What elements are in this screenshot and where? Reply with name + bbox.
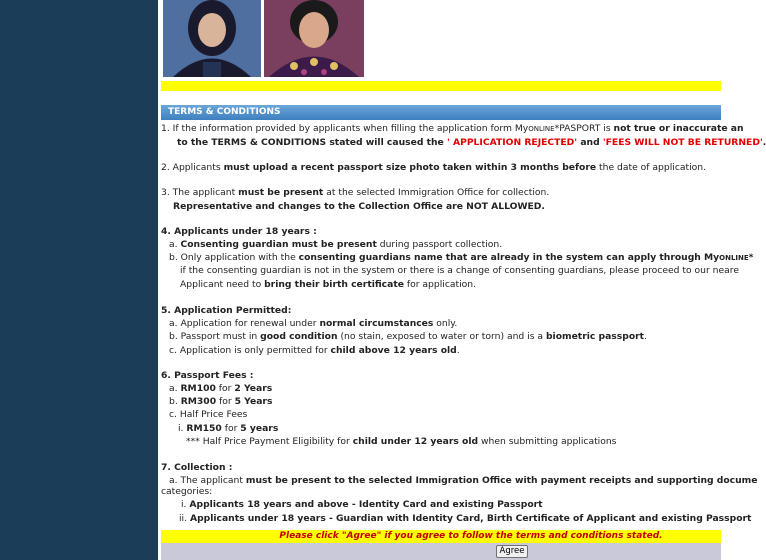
- term-6c-i: [178, 423, 278, 434]
- term-7a-line-1: [169, 475, 757, 486]
- term-1-line-1: [161, 123, 744, 134]
- term-emphasis: not true or inaccurate an: [613, 123, 744, 134]
- term-emphasis: must be present to the selected Immigration Office with payment receipts and supporting docume: [245, 475, 758, 486]
- term-4-title: 4. Applicants under 18 years :: [161, 226, 317, 237]
- term-text: .: [762, 137, 766, 148]
- term-5c: [169, 345, 460, 356]
- term-4b-line-2: if the consenting guardian is not in the system or there is a change of consenting guardians, please proceed to our neare: [180, 265, 740, 276]
- fee-duration: 5 Years: [234, 396, 273, 407]
- brand-text: ONLINE: [719, 254, 749, 262]
- fee-amount: RM150: [186, 423, 222, 434]
- term-text: a. Application for renewal under: [169, 318, 320, 329]
- term-text: a. The applicant: [169, 475, 246, 486]
- fee-duration: 5 years: [240, 423, 279, 434]
- term-text: during passport collection.: [376, 239, 503, 250]
- term-6c: c. Half Price Fees: [169, 409, 248, 420]
- term-3-line-1: [161, 187, 549, 198]
- term-text: the date of application.: [596, 162, 707, 173]
- section-header: TERMS & CONDITIONS: [161, 105, 721, 120]
- term-emphasis: consenting guardians name that are already in the system can apply through: [298, 252, 705, 263]
- term-text: b.: [169, 396, 181, 407]
- term-text: (no stain, exposed to water or torn) and is a: [337, 331, 546, 342]
- term-6b: [169, 396, 272, 407]
- agree-area: [161, 543, 721, 560]
- photo-sample-2: [264, 0, 362, 77]
- brand-text: *PASPORT: [554, 123, 601, 134]
- term-emphasis: good condition: [260, 331, 338, 342]
- term-text: for: [216, 396, 235, 407]
- term-text: c. Application is only permitted for: [169, 345, 331, 356]
- term-text: a.: [169, 383, 181, 394]
- term-text: 1. If the information provided by applicants when filling the application form: [161, 123, 515, 134]
- notice-strip: [161, 81, 721, 91]
- term-6a: [169, 383, 272, 394]
- term-text: at the selected Immigration Office for collection.: [323, 187, 550, 198]
- term-text: .: [644, 331, 647, 342]
- term-5b: [169, 331, 647, 342]
- left-sidebar: [0, 0, 158, 560]
- term-emphasis: child under 12 years old: [352, 436, 479, 447]
- term-text: for application.: [403, 279, 477, 290]
- term-6-note: [186, 436, 616, 447]
- term-4a: [169, 239, 502, 250]
- term-emphasis: Applicants 18 years and above - Identity Card and existing Passport: [189, 499, 543, 510]
- term-text: Applicant need to: [180, 279, 265, 290]
- term-1-line-2: [177, 137, 766, 148]
- term-7-title: 7. Collection :: [161, 462, 233, 473]
- term-text: for: [215, 383, 235, 394]
- term-text: is: [600, 123, 614, 134]
- term-4b-line-1: [169, 252, 753, 263]
- term-4b-line-3: [180, 279, 476, 290]
- brand-text: My: [704, 252, 720, 263]
- main-panel: [158, 0, 766, 560]
- term-text: 3. The applicant: [161, 187, 239, 198]
- term-text: i.: [181, 499, 190, 510]
- term-7-i: [181, 499, 543, 510]
- term-text: for: [221, 423, 241, 434]
- term-text: ii.: [179, 513, 190, 524]
- term-text: .: [456, 345, 460, 356]
- term-text: a.: [169, 239, 181, 250]
- term-emphasis: must be present: [238, 187, 324, 198]
- term-6-title: 6. Passport Fees :: [161, 370, 254, 381]
- agree-notice: Please click "Agree" if you agree to follow the terms and conditions stated.: [161, 530, 721, 543]
- term-emphasis: Applicants under 18 years - Guardian with Identity Card, Birth Certificate of Applicant and existing Passport: [189, 513, 752, 524]
- term-text: when submitting applications: [478, 436, 617, 447]
- term-emphasis: Consenting guardian must be present: [180, 239, 377, 250]
- fee-amount: RM300: [180, 396, 217, 407]
- fee-duration: 2 Years: [234, 383, 273, 394]
- term-2: [161, 162, 706, 173]
- term-emphasis: must upload a recent passport size photo taken within 3 months before: [223, 162, 597, 173]
- term-emphasis: biometric passport: [545, 331, 645, 342]
- brand-text: *: [748, 252, 754, 263]
- brand-text: My: [514, 123, 529, 134]
- term-5a: [169, 318, 457, 329]
- brand-text: ONLINE: [528, 125, 555, 133]
- term-text: b. Only application with the: [169, 252, 299, 263]
- term-emphasis: normal circumstances: [319, 318, 434, 329]
- term-7-ii: [179, 513, 751, 524]
- term-5-title: 5. Application Permitted:: [161, 305, 292, 316]
- term-3-line-2: Representative and changes to the Collection Office are NOT ALLOWED.: [173, 201, 545, 212]
- term-text: only.: [433, 318, 458, 329]
- term-emphasis: child above 12 years old: [330, 345, 457, 356]
- warning-text: 'FEES WILL NOT BE RETURNED': [602, 137, 763, 148]
- fee-amount: RM100: [180, 383, 216, 394]
- term-emphasis: bring their birth certificate: [264, 279, 404, 290]
- term-7a-line-2: categories:: [161, 486, 213, 497]
- term-text: to the TERMS & CONDITIONS stated will caused the: [177, 137, 447, 148]
- agree-button[interactable]: Agree: [496, 545, 528, 558]
- term-text: b. Passport must in: [169, 331, 261, 342]
- warning-text: ' APPLICATION REJECTED': [446, 137, 578, 148]
- photo-sample-1: [163, 0, 261, 77]
- term-text: 2. Applicants: [161, 162, 224, 173]
- term-text: i.: [178, 423, 187, 434]
- term-text: *** Half Price Payment Eligibility for: [186, 436, 353, 447]
- term-text: and: [577, 137, 603, 148]
